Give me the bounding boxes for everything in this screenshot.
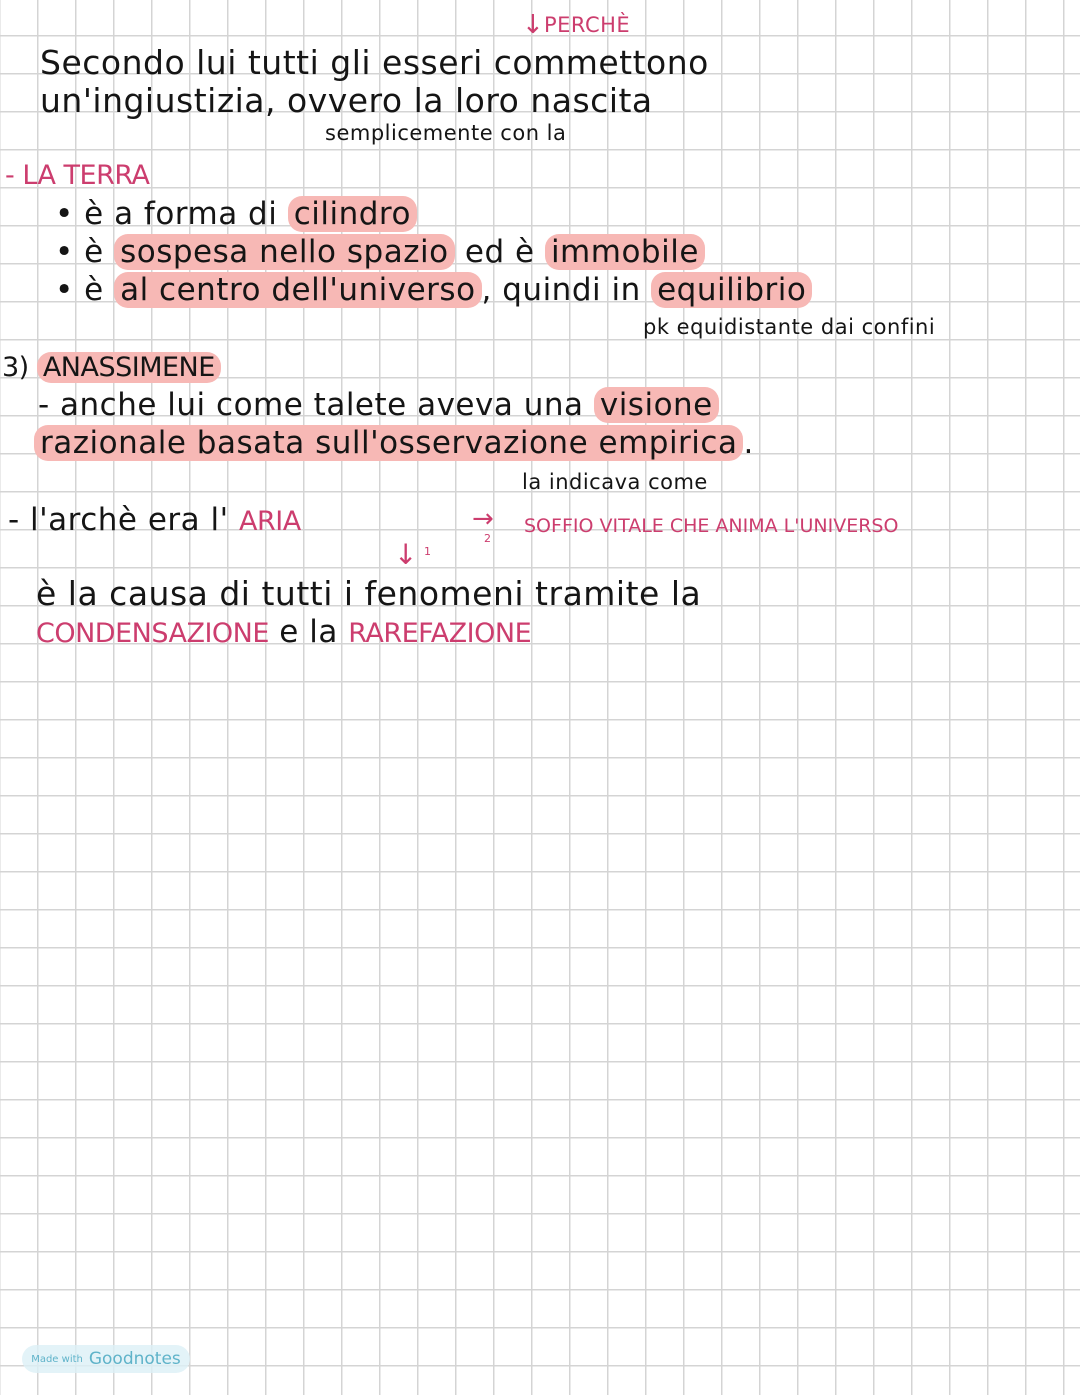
text: e la [268,614,349,650]
text-line [8,502,301,540]
highlighted-text: razionale basata sull'osservazione empirica [34,425,743,461]
watermark-prefix: Made with [31,1353,83,1365]
text-line: un'ingiustizia, ovvero la loro nascita [40,81,653,120]
text: - l'archè era l' [8,502,240,538]
highlighted-text: al centro dell'universo [114,272,481,308]
bullet-item [55,234,705,270]
section-number: 3) [2,352,29,383]
text-line: è la causa di tutti i fenomeni tramite la [36,574,702,613]
annotation: pk equidistante dai confini [643,315,936,339]
text: • è a forma di [55,196,288,232]
text: - anche lui come talete aveva una [38,387,594,423]
goodnotes-watermark [22,1345,190,1373]
text-line [34,425,754,461]
section-title: ANASSIMENE [37,352,221,383]
bullet-item [55,272,812,308]
text: . [743,425,754,461]
text-line [36,614,531,652]
text: , quindi in [481,272,652,308]
right-arrow-icon: → [472,504,494,534]
bullet-item [55,196,417,232]
keyword-aria: ARIA [239,506,301,537]
heading-la-terra: - LA TERRA [5,160,150,191]
highlighted-text: equilibrio [651,272,812,308]
down-arrow-icon: ↓ [394,538,418,571]
text: • è [55,272,115,308]
annotation: la indicava come [522,470,708,494]
section-heading [2,350,221,386]
keyword-condensazione: CONDENSAZIONE [36,618,269,649]
definition: SOFFIO VITALE CHE ANIMA L'UNIVERSO [524,515,899,537]
highlighted-text: cilindro [288,196,417,232]
arrow-number: 1 [424,545,431,558]
down-arrow-icon: ↓ [522,10,544,40]
text-line: Secondo lui tutti gli esseri commettono [40,43,709,82]
highlighted-text: immobile [545,234,705,270]
highlighted-text: visione [594,387,719,423]
arrow-number: 2 [484,532,491,545]
annotation-perche: PERCHÈ [544,13,631,37]
annotation: semplicemente con la [325,121,567,145]
text: ed è [454,234,545,270]
text-line [38,387,719,423]
highlighted-text: sospesa nello spazio [114,234,454,270]
watermark-brand: Goodnotes [88,1349,181,1369]
text: • è [55,234,115,270]
keyword-rarefazione: RAREFAZIONE [348,618,532,649]
